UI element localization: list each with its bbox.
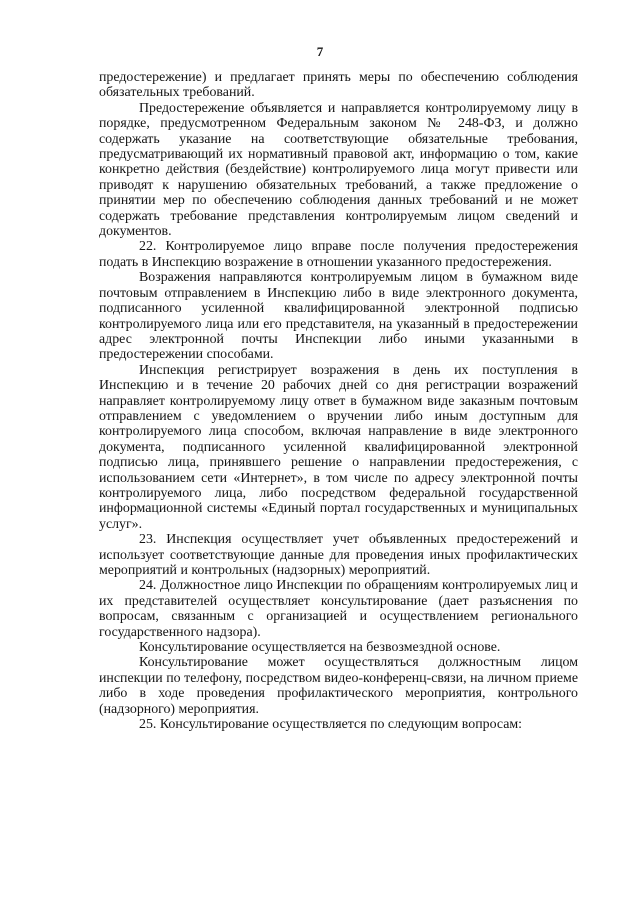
page-number: 7 bbox=[316, 44, 324, 59]
paragraph-25-consultation-topics: 25. Консультирование осуществляется по следующим вопросам: bbox=[139, 717, 523, 733]
paragraph-objection-registration: Инспекция регистрирует возражения в день их поступления в Инспекцию и в течение 20 рабочих дней со дня регистрации возражений направляет контролируемому лицу ответ в бумажном виде заказным почтовым отправлением с уведомлением о вручении либо иным доступным для контролируемого лица способом, включая направление в виде электронного документа, подписанного усиленной квалифицированной электронной подписью лица, принявшего решение о направлении предостережения, с использованием сети «Интернет», в том числе по адресу электронной почты контролируемого лица, либо посредством федеральной государственной информационной системы «Единый портал государственных и муниципальных услуг». bbox=[99, 362, 578, 532]
paragraph-continuation: предостережение) и предлагает принять меры по обеспечению соблюдения обязательных требований. bbox=[99, 70, 578, 101]
paragraph-22-objection-right: 22. Контролируемое лицо вправе после получения предостережения подать в Инспекцию возражение в отношении указанного предостережения. bbox=[99, 239, 578, 270]
document-body bbox=[99, 70, 578, 732]
paragraph-warning-content: Предостережение объявляется и направляется контролируемому лицу в порядке, предусмотренном Федеральным законом № 248-ФЗ, и должно содержать указание на соответствующие обязательные требования, предусматривающий их нормативный правовой акт, информацию о том, какие конкретно действия (бездействие) контролируемого лица могут привести или приводят к нарушению обязательных требований, а также предложение о принятии мер по обеспечению соблюдения данных требований и не может содержать требование представления контролируемым лицом сведений и документов. bbox=[99, 100, 578, 240]
paragraph-consultation-methods: Консультирование может осуществляться должностным лицом инспекции по телефону, посредством видео-конференц-связи, на личном приеме либо в ходе проведения профилактического мероприятия, контрольного (надзорного) мероприятия. bbox=[99, 655, 578, 717]
paragraph-23-warning-records: 23. Инспекция осуществляет учет объявленных предостережений и использует соответствующие данные для проведения иных профилактических мероприятий и контрольных (надзорных) мероприятий. bbox=[99, 532, 578, 578]
paragraph-24-consultation: 24. Должностное лицо Инспекции по обращениям контролируемых лиц и их представителей осуществляет консультирование (дает разъяснения по вопросам, связанным с организацией и осуществлением регионального государственного надзора). bbox=[99, 578, 578, 640]
paragraph-objection-submission: Возражения направляются контролируемым лицом в бумажном виде почтовым отправлением в Инспекцию либо в виде электронного документа, подписанного усиленной квалифицированной электронной подписью контролируемого лица или его представителя, на указанный в предостережении адрес электронной почты Инспекции либо иными указанными в предостережении способами. bbox=[99, 270, 578, 363]
paragraph-free-consultation: Консультирование осуществляется на безвозмездной основе. bbox=[139, 640, 501, 656]
